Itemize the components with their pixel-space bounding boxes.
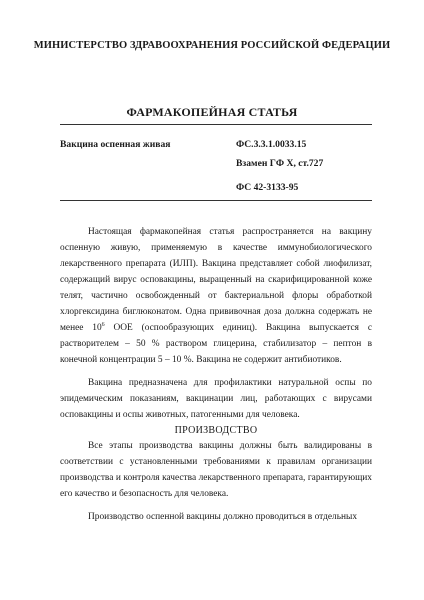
- replaces-reference: Взамен ГФ X, ст.727: [236, 158, 324, 169]
- document-body: [60, 224, 372, 525]
- old-code: ФС 42-3133-95: [236, 182, 299, 193]
- drug-name: Вакцина оспенная живая: [60, 139, 171, 150]
- paragraph-production: Производство оспенной вакцины должно проводиться в отдельных: [88, 512, 358, 522]
- paragraph-purpose: Вакцина предназначена для профилактики натуральной оспы по эпидемическим показаниям, вакцинации лиц, работающих с вирусами осповакцины и оспы животных, патогенными для человека.: [60, 378, 372, 420]
- paragraph-validation: Все этапы производства вакцины должны быть валидированы в соответствии с установленными требованиями к правилам организации производства и контроля качества лекарственного препарата, гарантирующих его качество и безопасность для человека.: [60, 441, 372, 499]
- document-title: ФАРМАКОПЕЙНАЯ СТАТЬЯ: [126, 105, 298, 119]
- top-divider: [60, 124, 372, 125]
- monograph-codes: [236, 139, 323, 201]
- bottom-divider: [60, 200, 372, 201]
- exponent: 6: [101, 321, 105, 328]
- monograph-code: ФС.3.3.1.0033.15: [236, 139, 307, 150]
- paragraph-intro: Настоящая фармакопейная статья распространяется на вакцину оспенную живую, применяемую в качестве иммунобиологического лекарственного препарата (ИЛП). Вакцина представляет собой лиофилизат, содержащий вирус осповакцины, выращенный на скарифицированной коже телят, частично освобожденный от бактериальной флоры обработкой хлоргексидина биглюконатом. Одна прививочная доза должна содержать не менее $10^6$ ООЕ (оспообразующих единиц). Вакцина выпускается с растворителем – 50 % раствором глицерина, стабилизатор – пептон в конечной концентрации 5 – 10 %. Вакцина не содержит антибиотиков.: [60, 227, 372, 365]
- section-heading-production: ПРОИЗВОДСТВО: [174, 425, 258, 436]
- ministry-heading: МИНИСТЕРСТВО ЗДРАВООХРАНЕНИЯ РОССИЙСКОЙ ФЕДЕРАЦИИ: [33, 40, 391, 51]
